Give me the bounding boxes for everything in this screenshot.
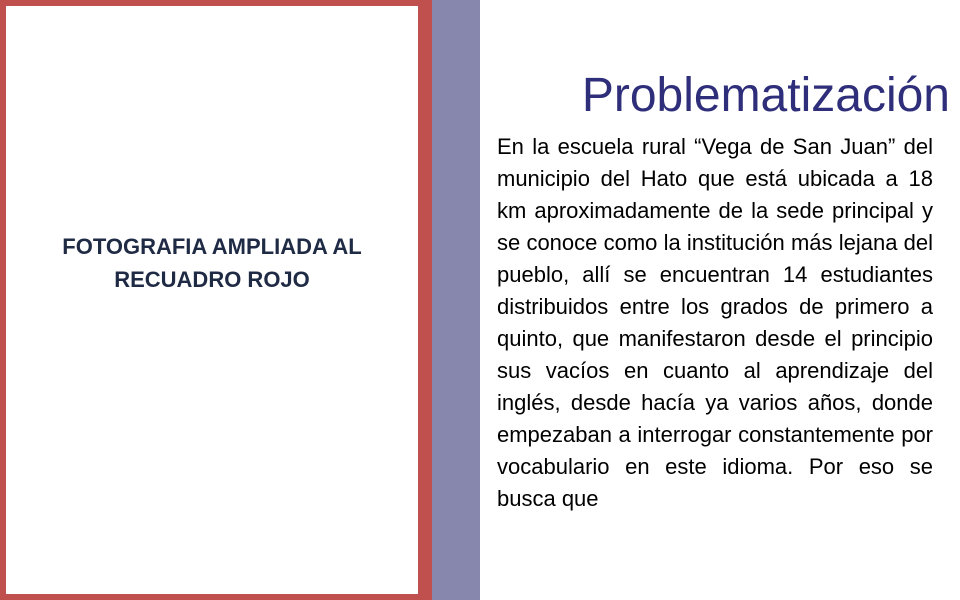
photo-placeholder-box: [6, 6, 418, 594]
photo-placeholder-label: FOTOGRAFIA AMPLIADA AL RECUADRO ROJO: [62, 234, 362, 292]
slide-title: Problematización: [581, 69, 950, 122]
slide-body-text: En la escuela rural “Vega de San Juan” del municipio del Hato que está ubicada a 18 km aproximadamente de la sede principal y se conoce como la institución más lejana del pueblo, allí se encuentran 14 estudiantes distribuidos entre los grados de primero a quinto, que manifestaron desde el principio sus vacíos en cuanto al aprendizaje del inglés, desde hacía ya varios años, donde empezaban a interrogar constantemente por vocabulario en este idioma. Por eso se busca que: [497, 134, 933, 511]
decorative-vertical-band: [432, 0, 480, 600]
photo-frame-red: [0, 0, 432, 600]
